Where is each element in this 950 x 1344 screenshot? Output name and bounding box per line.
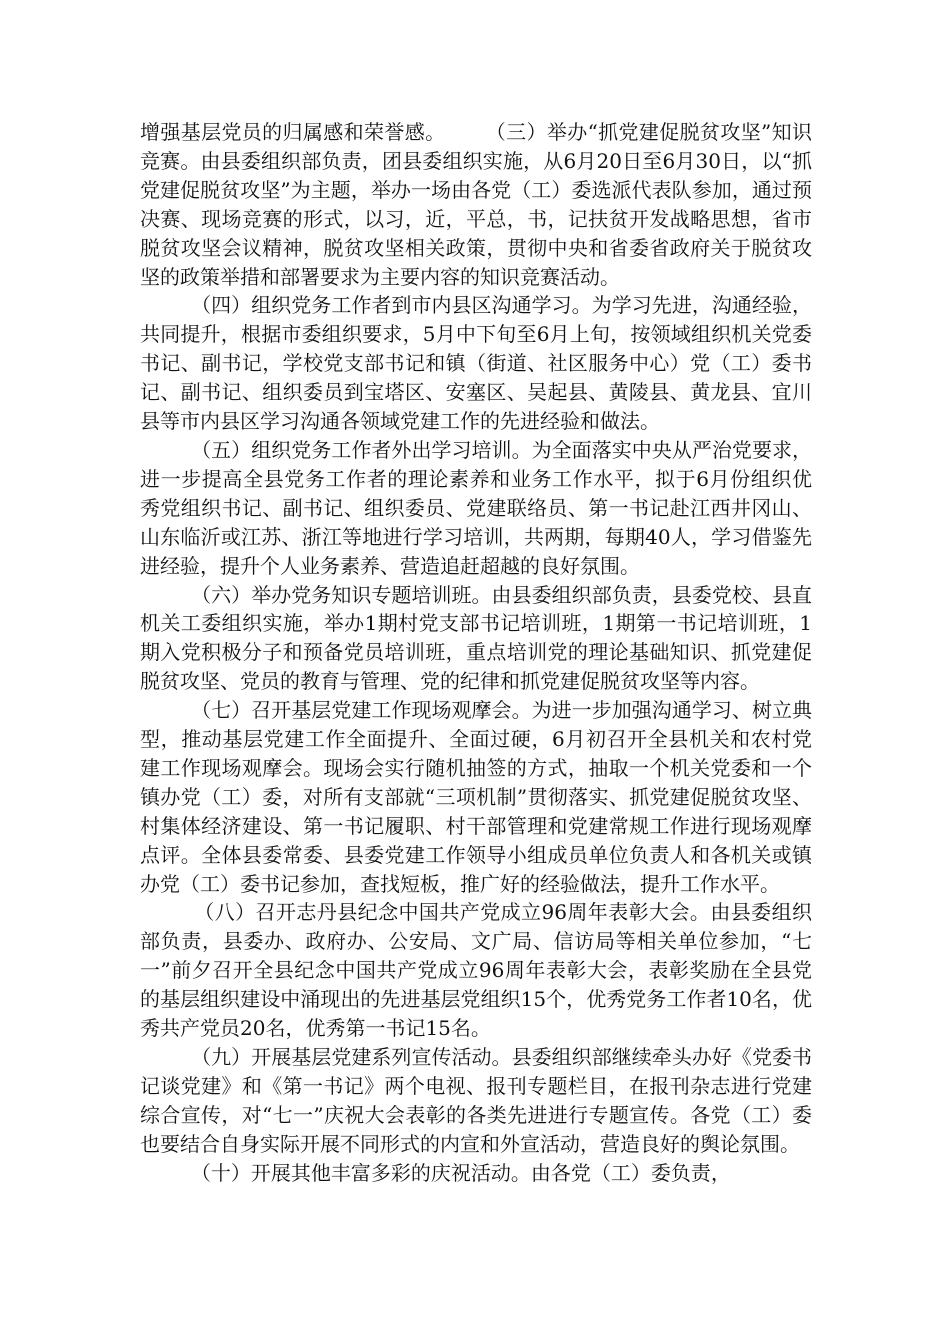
paragraph-other-activities: （十）开展其他丰富多彩的庆祝活动。由各党（工）委负责， [140, 1160, 731, 1185]
paragraph-observation-meeting: （七）召开基层党建工作现场观摩会。为进一步加强沟通学习、树立典型，推动基层党建工作全面提升、全面过硬，6月初召开全县机关和农村党建工作现场观摩会。现场会实行随机抽签的方式，抽取一个机关党委和一个镇办党（工）委，对所有支部就“三项机制”贯彻落实、抓党建促脱贫攻坚、村集体经济建设、第一书记履职、村干部管理和党建常规工作进行现场观摩点评。全体县委常委、县委党建工作领导小组成员单位负责人和各机关或镇办党（工）委书记参加，查找短板，推广好的经验做法，提升工作水平。 [140, 698, 813, 896]
paragraph-commendation-meeting: （八）召开志丹县纪念中国共产党成立96周年表彰大会。由县委组织部负责，县委办、政府办、公安局、文广局、信访局等相关单位参加，“七一”前夕召开全县纪念中国共产党成立96周年表彰大会，表彰奖励在全县党的基层组织建设中涌现出的先进基层党组织15个，优秀党务工作者10名，优秀共产党员20名，优秀第一书记15名。 [140, 900, 813, 1041]
paragraph-competition: 增强基层党员的归属感和荣誉感。 （三）举办“抓党建促脱贫攻坚”知识竞赛。由县委组织部负责，团县委组织实施，从6月20日至6月30日，以“抓党建促脱贫攻坚”为主题，举办一场由各党（工）委选派代表队参加，通过预决赛、现场竞赛的形式，以习，近，平总，书，记扶贫开发战略思想，省市脱贫攻坚会议精神，脱贫攻坚相关政策，贯彻中央和省委省政府关于脱贫攻坚的政策举措和部署要求为主要内容的知识竞赛活动。 [140, 120, 812, 289]
document-page [140, 118, 812, 1188]
paragraph-exchange-study: （四）组织党务工作者到市内县区沟通学习。为学习先进，沟通经验，共同提升，根据市委组织要求，5月中下旬至6月上旬，按领域组织机关党委书记、副书记，学校党支部书记和镇（街道、社区服务中心）党（工）委书记、副书记、组织委员到宝塔区、安塞区、吴起县、黄陵县、黄龙县、宜川县等市内县区学习沟通各领域党建工作的先进经验和做法。 [140, 293, 813, 434]
paragraph-training-class: （六）举办党务知识专题培训班。由县委组织部负责，县委党校、县直机关工委组织实施，举办1期村党支部书记培训班，1期第一书记培训班，1期入党积极分子和预备党员培训班，重点培训党的理论基础知识、抓党建促脱贫攻坚、党员的教育与管理、党的纪律和抓党建促脱贫攻坚等内容。 [140, 582, 813, 694]
paragraph-external-training: （五）组织党务工作者外出学习培训。为全面落实中央从严治党要求，进一步提高全县党务工作者的理论素养和业务工作水平，拟于6月份组织优秀党组织书记、副书记、组织委员、党建联络员、第一书记赴江西井冈山、山东临沂或江苏、浙江等地进行学习培训，共两期，每期40人，学习借鉴先进经验，提升个人业务素养、营造追赶超越的良好氛围。 [140, 437, 813, 578]
paragraph-publicity: （九）开展基层党建系列宣传活动。县委组织部继续牵头办好《党委书记谈党建》和《第一书记》两个电视、报刊专题栏目，在报刊杂志进行党建综合宣传，对“七一”庆祝大会表彰的各类先进进行专题宣传。各党（工）委也要结合自身实际开展不同形式的内宣和外宣活动，营造良好的舆论氛围。 [140, 1045, 813, 1156]
